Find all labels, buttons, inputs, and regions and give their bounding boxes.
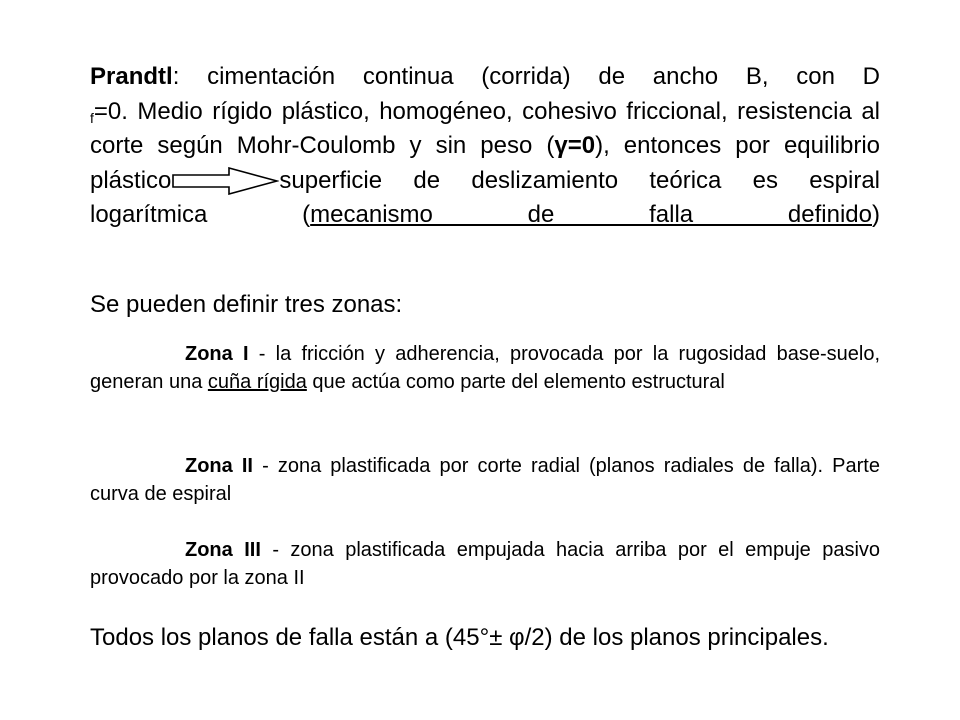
intro-line-1 (90, 60, 880, 95)
prandtl-paragraph (90, 60, 880, 233)
failure-mechanism-underlined: mecanismo de falla definido (310, 201, 872, 229)
conclusion-paragraph (90, 618, 880, 658)
prandtl-name: Prandtl (90, 63, 173, 90)
intro-text-2: =0. Medio rígido plástico, homogéneo, cohesivo friccional, resistencia al corte según Mohr-Coulomb y sin peso ( (90, 97, 880, 160)
slide (90, 0, 880, 720)
double-right-arrow-icon (171, 167, 279, 195)
zone-1-text-1: - la fricción y adherencia, provocada por la rugosidad base-suelo, generan una (90, 343, 880, 393)
intro-line-2 (90, 95, 880, 233)
zone-3-text: - zona plastificada empujada hacia arriba por el empuje pasivo provocado por la zona II (90, 539, 881, 589)
intro-text-5: ) (872, 201, 880, 229)
intro-text-4: superficie de deslizamiento teórica es espiral logarítmica ( (90, 166, 880, 229)
zone-2-text: - zona plastificada por corte radial (planos radiales de falla). Parte curva de espiral (90, 455, 880, 505)
intro-text-1: : cimentación continua (corrida) de ancho B, con D (172, 63, 880, 90)
zone-3-paragraph (90, 536, 880, 592)
conclusion-text-2: /2) de los planos principales. (524, 624, 829, 651)
zone-1-label: Zona I (185, 343, 249, 365)
subscript-f: f (90, 109, 94, 126)
conclusion-text-1: Todos los planos de falla están a (45°± (90, 624, 510, 651)
zone-1-paragraph (90, 340, 880, 396)
phi-symbol: φ (509, 624, 525, 651)
zone-2-label: Zona II (185, 455, 253, 477)
zone-2-paragraph (90, 452, 880, 508)
zones-intro: Se pueden definir tres zonas: (90, 291, 403, 318)
zone-1-text-2: que actúa como parte del elemento estructural (306, 371, 725, 393)
zone-3-label: Zona III (185, 539, 261, 561)
intro-text-3: ), entonces por equilibrio plástico (90, 132, 880, 194)
gamma-zero: γ=0 (554, 132, 596, 160)
rigid-wedge-underlined: cuña rígida (207, 371, 307, 393)
